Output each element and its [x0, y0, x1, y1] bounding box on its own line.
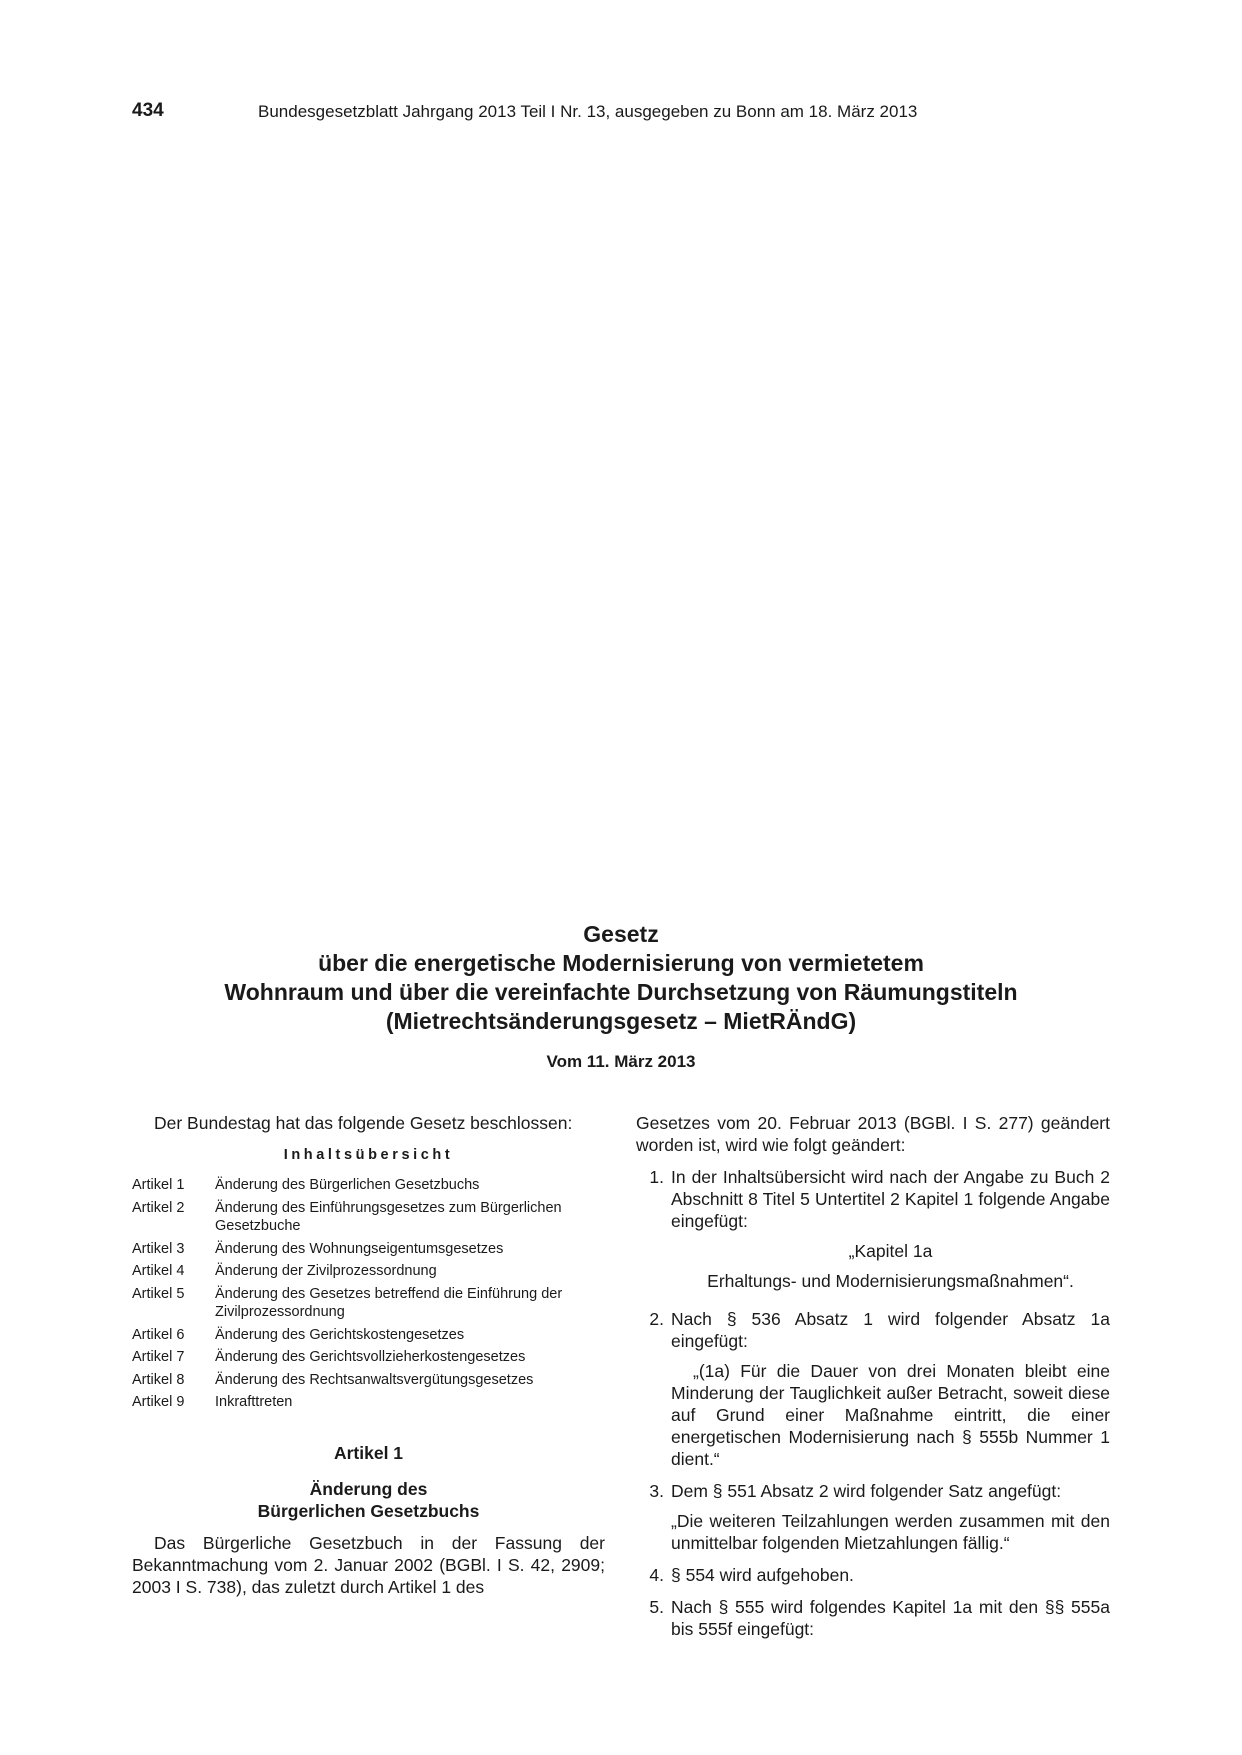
list-item-number: 2. [649, 1309, 664, 1329]
toc-row [132, 1262, 605, 1281]
list-item-number: 1. [649, 1167, 664, 1187]
list-item-number: 5. [649, 1597, 664, 1617]
law-title [0, 920, 1242, 1036]
toc-row [132, 1176, 605, 1195]
inserted-quote: „Die weiteren Teilzahlungen werden zusammen mit den unmittelbar folgenden Mietzahlungen fällig.“ [671, 1511, 1110, 1553]
right-column [636, 1112, 1110, 1650]
list-item-text: Nach § 555 wird folgendes Kapitel 1a mit den §§ 555a bis 555f eingefügt: [671, 1597, 1110, 1639]
list-item [636, 1564, 1110, 1586]
toc-article-number: Artikel 4 [132, 1263, 185, 1279]
list-item-text: Dem § 551 Absatz 2 wird folgender Satz angefügt: [671, 1481, 1062, 1501]
toc-row [132, 1371, 605, 1390]
intro-paragraph: Der Bundestag hat das folgende Gesetz beschlossen: [154, 1113, 573, 1133]
toc-article-number: Artikel 5 [132, 1285, 185, 1302]
article-number-heading: Artikel 1 [333, 1442, 404, 1463]
toc-heading: Inhaltsübersicht [283, 1147, 454, 1163]
toc-article-title: Änderung des Gerichtskostengesetzes [215, 1326, 465, 1343]
running-header: Bundesgesetzblatt Jahrgang 2013 Teil I Nr. 13, ausgegeben zu Bonn am 18. März 2013 [258, 102, 918, 121]
toc-article-number: Artikel 6 [132, 1326, 185, 1343]
inserted-chapter-heading: „Kapitel 1a [848, 1241, 933, 1261]
article-paragraph: Das Bürgerliche Gesetzbuch in der Fassung der Bekanntmachung vom 2. Januar 2002 (BGBl. I S. 42, 2909; 2003 I S. 738), das zuletzt durch Artikel 1 des [132, 1532, 605, 1597]
law-title-line: Wohnraum und über die vereinfachte Durchsetzung von Räumungstiteln [224, 979, 1018, 1005]
toc-article-number: Artikel 2 [132, 1199, 185, 1216]
list-item-text: Nach § 536 Absatz 1 wird folgender Absatz 1a eingefügt: [671, 1309, 1110, 1351]
toc-article-number: Artikel 9 [132, 1394, 185, 1410]
table-of-contents [132, 1176, 605, 1412]
article-title-heading [132, 1478, 605, 1522]
inserted-chapter-title: Erhaltungs- und Modernisierungsmaßnahmen“. [707, 1271, 1074, 1291]
toc-article-title: Änderung des Einführungsgesetzes zum Bürgerlichen Gesetzbuche [215, 1199, 562, 1234]
page-number: 434 [132, 100, 164, 121]
law-title-line: Gesetz [583, 921, 659, 947]
toc-article-title: Änderung des Rechtsanwaltsvergütungsgesetzes [215, 1371, 534, 1388]
list-item [636, 1166, 1110, 1298]
toc-article-number: Artikel 7 [132, 1349, 185, 1365]
law-date: Vom 11. März 2013 [546, 1052, 696, 1071]
toc-article-number: Artikel 8 [132, 1371, 185, 1388]
list-item [636, 1308, 1110, 1470]
toc-row [132, 1240, 605, 1259]
list-item-text: § 554 wird aufgehoben. [671, 1565, 854, 1585]
list-item-text: In der Inhaltsübersicht wird nach der Angabe zu Buch 2 Abschnitt 8 Titel 5 Untertitel 2 Kapitel 1 folgende Angabe eingefügt: [671, 1167, 1110, 1231]
toc-article-number: Artikel 3 [132, 1240, 185, 1257]
toc-article-title: Änderung des Gesetzes betreffend die Einführung der Zivilprozessordnung [215, 1285, 563, 1320]
law-title-line: (Mietrechtsänderungsgesetz – MietRÄndG) [385, 1008, 857, 1034]
toc-row [132, 1199, 605, 1236]
toc-row [132, 1348, 605, 1367]
toc-row [132, 1393, 605, 1412]
list-item-number: 3. [649, 1481, 664, 1501]
toc-article-title: Änderung des Bürgerlichen Gesetzbuchs [215, 1177, 480, 1193]
toc-article-title: Inkrafttreten [215, 1394, 293, 1410]
inserted-quote: „(1a) Für die Dauer von drei Monaten bleibt eine Minderung der Tauglichkeit außer Betracht, soweit diese auf Grund einer Maßnahme eintritt, die einer energetischen Modernisierung nach § 555b Nummer 1 dient.“ [671, 1361, 1110, 1469]
toc-row [132, 1285, 605, 1322]
toc-article-number: Artikel 1 [132, 1177, 185, 1193]
toc-row [132, 1326, 605, 1345]
article-title-line: Änderung des [309, 1478, 428, 1499]
continuation-paragraph: Gesetzes vom 20. Februar 2013 (BGBl. I S. 277) geändert worden ist, wird wie folgt geändert: [636, 1113, 1110, 1155]
toc-article-title: Änderung des Gerichtsvollzieherkostengesetzes [215, 1349, 526, 1365]
list-item-number: 4. [649, 1565, 664, 1585]
list-item [636, 1480, 1110, 1554]
list-item [636, 1596, 1110, 1640]
law-title-line: über die energetische Modernisierung von vermietetem [318, 950, 924, 976]
left-column [132, 1112, 605, 1598]
toc-article-title: Änderung der Zivilprozessordnung [215, 1263, 437, 1279]
toc-article-title: Änderung des Wohnungseigentumsgesetzes [215, 1240, 504, 1257]
article-title-line: Bürgerlichen Gesetzbuchs [257, 1500, 480, 1521]
